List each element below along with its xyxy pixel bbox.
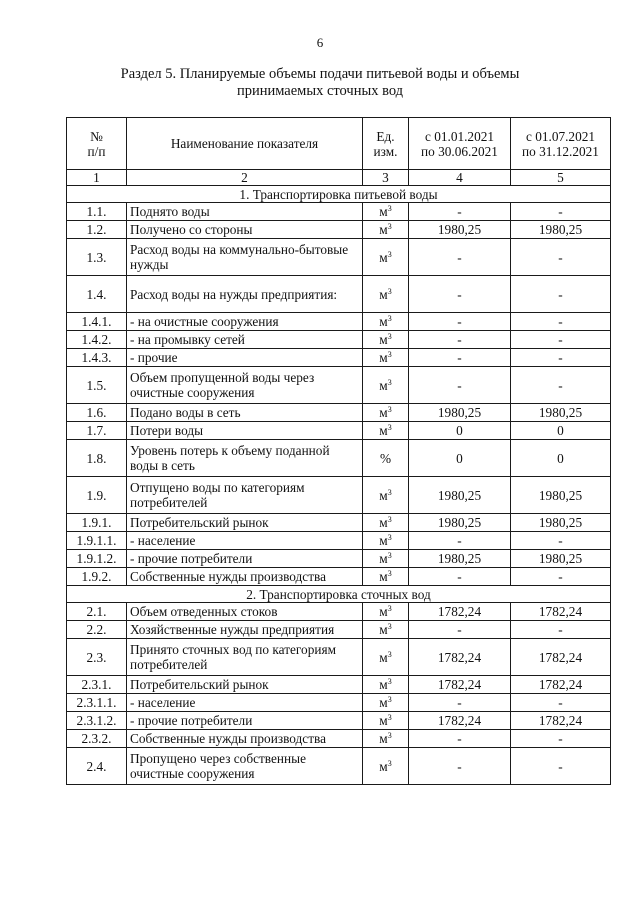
value-period-2: - <box>511 568 611 586</box>
value-period-2: 1980,25 <box>511 514 611 532</box>
row-number: 1.9.2. <box>67 568 127 586</box>
unit-text: м <box>379 695 388 710</box>
row-number: 2.2. <box>67 621 127 639</box>
unit <box>363 367 409 404</box>
indicator-name: Объем пропущенной воды через очистные сооружения <box>127 367 363 404</box>
value-period-1: - <box>409 367 511 404</box>
column-number: 2 <box>127 170 363 186</box>
row-number: 1.8. <box>67 440 127 477</box>
unit <box>363 621 409 639</box>
table-row <box>67 748 611 785</box>
value-period-1: 0 <box>409 440 511 477</box>
value-period-1: 1980,25 <box>409 404 511 422</box>
value-period-1: - <box>409 532 511 550</box>
indicator-name: Получено со стороны <box>127 221 363 239</box>
unit-text: м <box>379 332 388 347</box>
unit-exponent: 3 <box>387 713 392 722</box>
column-numbers-row <box>67 170 611 186</box>
unit <box>363 748 409 785</box>
value-period-1: 1782,24 <box>409 639 511 676</box>
indicator-name: Потребительский рынок <box>127 514 363 532</box>
unit-exponent: 3 <box>387 314 392 323</box>
unit-text: м <box>379 649 388 665</box>
value-period-2: - <box>511 239 611 276</box>
table-row <box>67 568 611 586</box>
table-row <box>67 203 611 221</box>
header-period-1: с 01.01.2021 по 30.06.2021 <box>409 118 511 170</box>
value-period-2: - <box>511 694 611 712</box>
indicator-name: Отпущено воды по категориям потребителей <box>127 477 363 514</box>
unit-exponent: 3 <box>387 695 392 704</box>
row-number: 1.4. <box>67 276 127 313</box>
value-period-2: 1782,24 <box>511 712 611 730</box>
value-period-2: - <box>511 349 611 367</box>
table-header-row <box>67 118 611 170</box>
unit-exponent: 3 <box>387 204 392 213</box>
unit-text: м <box>379 515 388 530</box>
unit-text: м <box>379 350 388 365</box>
value-period-2: - <box>511 367 611 404</box>
indicator-name: Подано воды в сеть <box>127 404 363 422</box>
table-row <box>67 639 611 676</box>
value-period-1: 1782,24 <box>409 603 511 621</box>
table-row <box>67 367 611 404</box>
unit-exponent: 3 <box>387 249 392 259</box>
value-period-1: - <box>409 748 511 785</box>
table-row <box>67 730 611 748</box>
row-number: 1.9. <box>67 477 127 514</box>
row-number: 1.9.1. <box>67 514 127 532</box>
indicator-name: Расход воды на нужды предприятия: <box>127 276 363 313</box>
row-number: 1.3. <box>67 239 127 276</box>
section-title <box>60 66 580 100</box>
table-row <box>67 440 611 477</box>
value-period-2: 0 <box>511 440 611 477</box>
unit <box>363 349 409 367</box>
unit <box>363 694 409 712</box>
value-period-2: - <box>511 621 611 639</box>
value-period-2: 0 <box>511 422 611 440</box>
unit-exponent: 3 <box>387 515 392 524</box>
volumes-table <box>66 117 611 785</box>
value-period-1: 0 <box>409 422 511 440</box>
header-unit: Ед. изм. <box>363 118 409 170</box>
table-row <box>67 221 611 239</box>
page-number: 6 <box>316 35 324 50</box>
row-number: 1.6. <box>67 404 127 422</box>
table-row <box>67 349 611 367</box>
value-period-1: - <box>409 730 511 748</box>
indicator-name: - прочие <box>127 349 363 367</box>
indicator-name: Поднято воды <box>127 203 363 221</box>
indicator-name: - на промывку сетей <box>127 331 363 349</box>
unit-text: м <box>379 314 388 329</box>
indicator-name: Собственные нужды производства <box>127 568 363 586</box>
header-period-2: с 01.07.2021 по 31.12.2021 <box>511 118 611 170</box>
column-number: 3 <box>363 170 409 186</box>
indicator-name: - население <box>127 532 363 550</box>
value-period-1: - <box>409 568 511 586</box>
table-row <box>67 550 611 568</box>
row-number: 2.3.2. <box>67 730 127 748</box>
indicator-name: - на очистные сооружения <box>127 313 363 331</box>
unit-text: м <box>379 569 388 584</box>
row-number: 1.4.1. <box>67 313 127 331</box>
unit <box>363 276 409 313</box>
table-row <box>67 239 611 276</box>
header-num: № п/п <box>67 118 127 170</box>
unit <box>363 331 409 349</box>
section-title-line-1: Раздел 5. Планируемые объемы подачи питьевой воды и объемы <box>120 66 520 82</box>
unit-text: м <box>379 286 388 302</box>
row-number: 2.4. <box>67 748 127 785</box>
table-row <box>67 532 611 550</box>
row-number: 1.1. <box>67 203 127 221</box>
value-period-1: 1980,25 <box>409 477 511 514</box>
value-period-2: - <box>511 748 611 785</box>
indicator-name: Потери воды <box>127 422 363 440</box>
row-number: 1.4.2. <box>67 331 127 349</box>
unit-text: м <box>379 487 388 503</box>
unit-text: м <box>379 222 388 237</box>
unit <box>363 532 409 550</box>
unit-exponent: 3 <box>387 758 392 768</box>
unit <box>363 603 409 621</box>
unit-text: м <box>379 622 388 637</box>
value-period-2: 1980,25 <box>511 221 611 239</box>
unit <box>363 639 409 676</box>
value-period-2: - <box>511 313 611 331</box>
unit-text: м <box>379 204 388 219</box>
unit-text: м <box>379 731 388 746</box>
column-number: 5 <box>511 170 611 186</box>
unit <box>363 550 409 568</box>
table-row <box>67 621 611 639</box>
table-row <box>67 331 611 349</box>
row-number: 1.9.1.1. <box>67 532 127 550</box>
table-row <box>67 404 611 422</box>
row-number: 1.4.3. <box>67 349 127 367</box>
header-name: Наименование показателя <box>127 118 363 170</box>
value-period-1: 1782,24 <box>409 712 511 730</box>
row-number: 2.3.1. <box>67 676 127 694</box>
unit <box>363 676 409 694</box>
section-heading: 2. Транспортировка сточных вод <box>67 586 611 603</box>
value-period-1: - <box>409 621 511 639</box>
unit <box>363 239 409 276</box>
value-period-2: - <box>511 730 611 748</box>
unit-exponent: 3 <box>387 222 392 231</box>
table-row <box>67 694 611 712</box>
table-row <box>67 676 611 694</box>
unit <box>363 477 409 514</box>
value-period-1: 1980,25 <box>409 221 511 239</box>
value-period-1: 1782,24 <box>409 676 511 694</box>
column-number: 1 <box>67 170 127 186</box>
unit-text: м <box>379 377 388 393</box>
unit-text: м <box>379 713 388 728</box>
table-row <box>67 712 611 730</box>
unit <box>363 404 409 422</box>
section-heading: 1. Транспортировка питьевой воды <box>67 186 611 203</box>
row-number: 1.2. <box>67 221 127 239</box>
unit <box>363 422 409 440</box>
unit-exponent: 3 <box>387 487 392 497</box>
unit-exponent: 3 <box>387 423 392 432</box>
value-period-1: - <box>409 694 511 712</box>
value-period-2: - <box>511 276 611 313</box>
section-title-line-2: принимаемых сточных вод <box>236 83 404 99</box>
unit-exponent: 3 <box>387 286 392 296</box>
row-number: 2.3.1.1. <box>67 694 127 712</box>
value-period-2: - <box>511 203 611 221</box>
value-period-1: - <box>409 276 511 313</box>
unit-exponent: 3 <box>387 569 392 578</box>
row-number: 2.1. <box>67 603 127 621</box>
unit-text: м <box>379 551 388 566</box>
value-period-1: - <box>409 331 511 349</box>
value-period-1: 1980,25 <box>409 550 511 568</box>
unit-exponent: 3 <box>387 622 392 631</box>
value-period-2: 1980,25 <box>511 477 611 514</box>
indicator-name: - прочие потребители <box>127 712 363 730</box>
unit-text: м <box>379 249 388 265</box>
indicator-name: Хозяйственные нужды предприятия <box>127 621 363 639</box>
unit-exponent: 3 <box>387 677 392 686</box>
value-period-2: 1782,24 <box>511 603 611 621</box>
indicator-name: - прочие потребители <box>127 550 363 568</box>
row-number: 2.3.1.2. <box>67 712 127 730</box>
unit <box>363 568 409 586</box>
value-period-2: 1980,25 <box>511 550 611 568</box>
value-period-1: - <box>409 203 511 221</box>
unit <box>363 313 409 331</box>
row-number: 1.7. <box>67 422 127 440</box>
unit-exponent: 3 <box>387 731 392 740</box>
unit-text: % <box>379 450 392 466</box>
unit-exponent: 3 <box>387 649 392 659</box>
unit-exponent: 3 <box>387 377 392 387</box>
row-number: 1.5. <box>67 367 127 404</box>
section-header-row <box>67 186 611 203</box>
unit-exponent: 3 <box>387 332 392 341</box>
row-number: 1.9.1.2. <box>67 550 127 568</box>
unit-exponent: 3 <box>387 350 392 359</box>
unit-exponent: 3 <box>387 604 392 613</box>
value-period-1: - <box>409 313 511 331</box>
table-row <box>67 477 611 514</box>
unit <box>363 730 409 748</box>
unit-text: м <box>379 533 388 548</box>
column-number: 4 <box>409 170 511 186</box>
indicator-name: Потребительский рынок <box>127 676 363 694</box>
unit <box>363 712 409 730</box>
unit-text: м <box>379 423 388 438</box>
unit-exponent: 3 <box>387 533 392 542</box>
indicator-name: Пропущено через собственные очистные сооружения <box>127 748 363 785</box>
unit <box>363 514 409 532</box>
indicator-name: Расход воды на коммунально-бытовые нужды <box>127 239 363 276</box>
table-row <box>67 603 611 621</box>
value-period-1: - <box>409 239 511 276</box>
indicator-name: Принято сточных вод по категориям потребителей <box>127 639 363 676</box>
unit-exponent: 3 <box>387 551 392 560</box>
value-period-2: 1782,24 <box>511 639 611 676</box>
row-number: 2.3. <box>67 639 127 676</box>
indicator-name: Собственные нужды производства <box>127 730 363 748</box>
section-header-row <box>67 586 611 603</box>
unit <box>363 221 409 239</box>
table-row <box>67 313 611 331</box>
indicator-name: - население <box>127 694 363 712</box>
unit-text: м <box>379 758 388 774</box>
unit-exponent: 3 <box>387 405 392 414</box>
table-row <box>67 422 611 440</box>
table-row <box>67 514 611 532</box>
unit-text: м <box>379 405 388 420</box>
indicator-name: Уровень потерь к объему поданной воды в сеть <box>127 440 363 477</box>
unit-text: м <box>379 604 388 619</box>
value-period-2: 1782,24 <box>511 676 611 694</box>
value-period-1: - <box>409 349 511 367</box>
unit-text: м <box>379 677 388 692</box>
unit <box>363 440 409 477</box>
indicator-name: Объем отведенных стоков <box>127 603 363 621</box>
table-row <box>67 276 611 313</box>
value-period-2: - <box>511 331 611 349</box>
value-period-2: 1980,25 <box>511 404 611 422</box>
unit <box>363 203 409 221</box>
value-period-1: 1980,25 <box>409 514 511 532</box>
value-period-2: - <box>511 532 611 550</box>
